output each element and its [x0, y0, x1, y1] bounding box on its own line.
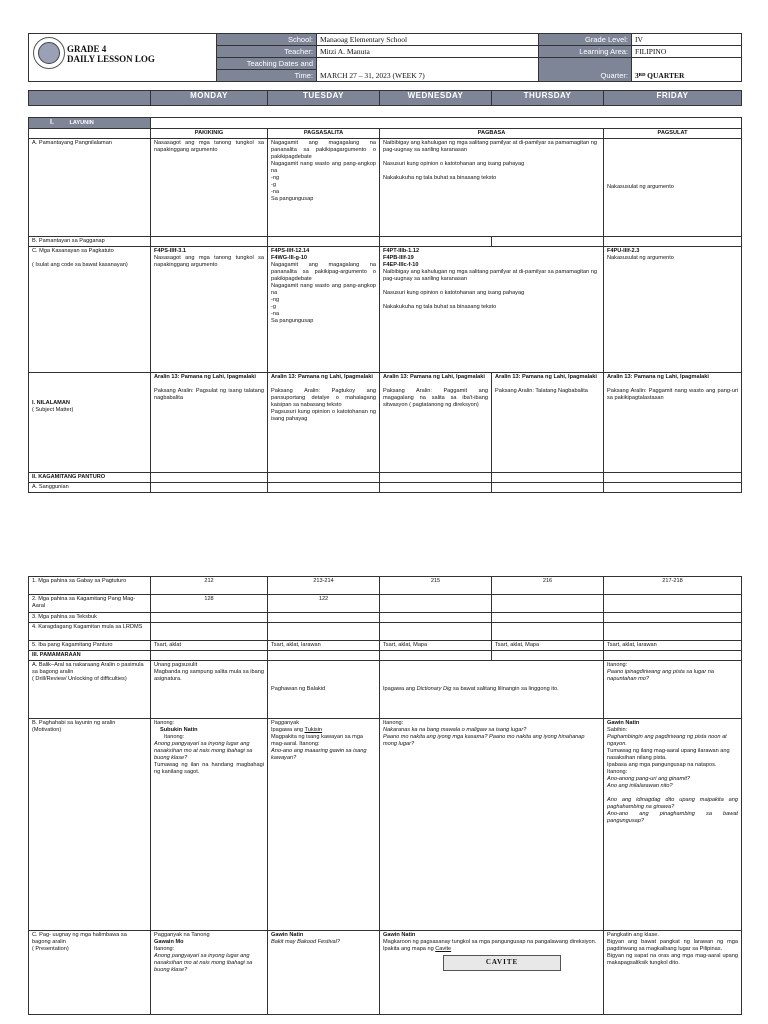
r2-tue: 122	[268, 595, 380, 613]
sub-pagbasa: PAGBASA	[380, 129, 604, 139]
r4-label: 4. Karagdagang Kagamitan mula sa LRDMS	[29, 623, 151, 641]
ra-label: A. Balik–Aral sa nakaraang Aralin o pasimula sa bagong aralin ( Drill/Review/ Unlocking of difficulties)	[29, 661, 151, 719]
row-c-mon: F4PS-IIIf-3.1 Nasasagot ang mga tanong tungkol sa napakinggang argumento	[151, 247, 268, 373]
day-monday: MONDAY	[151, 91, 268, 106]
school-logo-cell	[29, 34, 217, 82]
r3-label: 3. Mga pahina sa Teksbuk	[29, 613, 151, 623]
nil-wed: Aralin 13: Pamana ng Lahi, Ipagmalaki Paksang Aralin: Paggamit ang magagalang na salita sa iba't-ibang sitwasyon ( pagtatanong ng direksyon)	[380, 373, 492, 473]
learning-area-label: Learning Area:	[539, 46, 632, 58]
rb-fri: Gawin Natin Sabihin: Paghambingin ang pagdiriwang ng pista noon at ngayon. Tumawag ng ilang mag-aaral upang ilarawan ang nasaksihan nilang pista. Ipabasa ang mga pangungusap na natapos. Itanong: Ano-anong pang-uri ang ginamit? Ano ang inilalarawan nito? Ano ang idinagdag dito upang maipakita ang paghahambing na ginawa? Ano-ano ang pinaghambing sa bawat pangungusap?	[604, 719, 742, 931]
grade-level-value: IV	[632, 34, 742, 46]
r2-mon: 128	[151, 595, 268, 613]
header-table	[28, 33, 742, 82]
sub-pakikinig: PAKIKINIG	[151, 129, 268, 139]
nilalaman-label: I. NILALAMAN ( Subject Matter)	[29, 373, 151, 473]
row-a-mon: Nasasagot ang mga tanong tungkol sa napakinggang argumento	[151, 139, 268, 237]
r1-label: 1. Mga pahina sa Gabay sa Pagtuturo	[29, 577, 151, 595]
rb-tue: Pagganyak Ipagawa ang Tukisin Magpakita ng isang kawayan sa mga mag-aaral. Itanong: Ano-ano ang maaaring gawin sa isang kawayan?	[268, 719, 380, 931]
row-c-tue: F4PS-IIIf-12.14 F4WG-III-g-10 Nagagamit ang magagalang na pananalita sa pakikipag-argumento o pakikipagdebate Nagagamit nang wasto ang pang-angkop na -ng -g -na Sa pangungusap	[268, 247, 380, 373]
rc-wed: Gawin Natin Magkaroon ng pagsasanay tungkol sa mga pangungusap na pangalawang direksiyon. Ipakita ang mapa ng Cavite CAVITE	[380, 931, 604, 1015]
pamamaraan-label: III. PAMAMARAAN	[29, 651, 151, 661]
sanggunian-label: A. Sanggunian	[29, 483, 151, 493]
day-friday: FRIDAY	[604, 91, 742, 106]
dates-label-1: Teaching Dates and	[217, 58, 317, 70]
layunin-header: I. LAYUNIN	[29, 118, 151, 129]
rc-fri: Pangkatin ang klase. Bigyan ang bawat pangkat ng larawan ng mga pagdiriwang sa magkaibang lugar sa Pilipinas. Bigyan ng sapat na oras ang mga mag-aaral upang makapagsaliksik tungkol dito.	[604, 931, 742, 1015]
sub-pagsasalita: PAGSASALITA	[268, 129, 380, 139]
row-b-label: B. Pamantayan sa Pagganap	[29, 237, 151, 247]
cavite-map-image: CAVITE	[443, 955, 561, 971]
school-label: School:	[217, 34, 317, 46]
rb-wed: Itanong: Nakaranas ka na bang mawala o maligaw sa isang lugar? Paano mo nakita ang iyong mga kasama? Paano mo nakita ang iyong hinahanap mong lugar?	[380, 719, 604, 931]
r5-thu: Tsart, aklat, Mapa	[492, 641, 604, 651]
dates-value: MARCH 27 – 31, 2023 (WEEK 7)	[317, 58, 539, 82]
r1-wed: 215	[380, 577, 492, 595]
row-a-fri: Nakasusulat ng argumento	[604, 139, 742, 237]
grade-heading: GRADE 4	[67, 44, 107, 54]
r5-label: 5. Iba pang Kagamitang Panturo	[29, 641, 151, 651]
row-c-label: C. Mga Kasanayan sa Pagkatuto ( Isulat ang code sa bawat kasanayan)	[29, 247, 151, 373]
row-a-label: A. Pamantayang Pangnilalaman	[29, 139, 151, 237]
rb-mon: Itanong: Subukin Natin Itanong: Anong pangyayari sa inyong lugar ang nasaksihan mo at nais mong ibahagi sa buong klase? Tumawag ng ilan na handang magbahagi ng kanilang sagot.	[151, 719, 268, 931]
sub-pagsulat: PAGSULAT	[604, 129, 742, 139]
row-a-tue: Nagagamit ang magagalang na pananalita sa pakikipagargumento o pakikipagdebate Nagagamit nang wasto ang pang-angkop na -ng -g -na Sa pangungusap	[268, 139, 380, 237]
rc-mon: Pagganyak na Tanong Gawain Mo Itanong: Anong pangyayari sa inyong lugar ang nasaksihan mo at nais mong ibahagi sa buong klase?	[151, 931, 268, 1015]
r2-fri	[604, 595, 742, 613]
r2-wed	[380, 595, 492, 613]
log-title: DAILY LESSON LOG	[67, 54, 155, 64]
rb-label: B. Paghahabi sa layunin ng aralin (Motivation)	[29, 719, 151, 931]
r1-thu: 216	[492, 577, 604, 595]
row-a-wed: Naibibigay ang kahulugan ng mga salitang pamilyar at di-pamilyar sa pamamagitan ng pag-uugnay sa sariling karanasan Nasusuri kung opinion o katotohanan ang isang pahayag Nakakukuha ng tala buhat sa binasang teksto	[380, 139, 604, 237]
r1-tue: 213-214	[268, 577, 380, 595]
ra-wed: Ipagawa ang Dictionary Dig sa bawat salitang lilinangin sa linggong ito.	[380, 661, 604, 719]
r5-wed: Tsart, aklat, Mapa	[380, 641, 492, 651]
ra-tue: Paghawan ng Balakid	[268, 661, 380, 719]
r5-tue: Tsart, aklat, larawan	[268, 641, 380, 651]
r1-mon: 212	[151, 577, 268, 595]
school-value: Manaoag Elementary School	[317, 34, 539, 46]
ra-mon: Unang pagsusulit Magbanda ng sampung salita mula sa ibang asignatura.	[151, 661, 268, 719]
day-thursday: THURSDAY	[492, 91, 604, 106]
nil-fri: Aralin 13: Pamana ng Lahi, Ipagmalaki Paksang Aralin: Paggamit nang wasto ang pang-uri sa pakikipagtalastasan	[604, 373, 742, 473]
objectives-table	[28, 117, 742, 493]
r5-mon: Tsart, aklat	[151, 641, 268, 651]
ra-fri: Itanong: Paano ipinagdiriwang ang pista sa lugar na napuntahan mo?	[604, 661, 742, 719]
days-row	[28, 90, 742, 106]
nil-mon: Aralin 13: Pamana ng Lahi, Ipagmalaki Paksang Aralin: Pagsulat ng isang talatang nagbabalita	[151, 373, 268, 473]
grade-level-label: Grade Level:	[539, 34, 632, 46]
teacher-value: Mitzi A. Manuta	[317, 46, 539, 58]
rc-label: C. Pag- uugnay ng mga halimbawa sa bagong aralin ( Presentation)	[29, 931, 151, 1015]
quarter-value: 3ᴿᴰ QUARTER	[632, 58, 742, 82]
row-c-fri: F4PU-IIIf-2.3 Nakasusulat ng argumento	[604, 247, 742, 373]
dates-label-2: Time:	[217, 70, 317, 82]
r2-label: 2. Mga pahina sa Kagamitang Pang Mag-Aaral	[29, 595, 151, 613]
day-blank	[29, 91, 151, 106]
nil-tue: Aralin 13: Pamana ng Lahi, Ipagmalaki Paksang Aralin: Pagtukoy ang pansuportang detalye o mahalagang kaisipan sa nabasang teksto Pagsusuri kung opinion o katotohanan ng isang pahayag	[268, 373, 380, 473]
r1-fri: 217-218	[604, 577, 742, 595]
row-c-wed: F4PT-IIIb-1.12 F4PB-IIIf-19 F4EP-IIIc-f-10 Naibibigay ang kahulugan ng mga salitang pamilyar at di-pamilyar sa pamamagitan ng pag-uugnay sa sariling karanasan Nasusuri kung opinion o katotohanan ang isang pahayag Nakakukuha ng tala buhat sa binasang teksto	[380, 247, 604, 373]
kagamitan-label: II. KAGAMITANG PANTURO	[29, 473, 151, 483]
r2-thu	[492, 595, 604, 613]
day-wednesday: WEDNESDAY	[380, 91, 492, 106]
day-tuesday: TUESDAY	[268, 91, 380, 106]
teacher-label: Teacher:	[217, 46, 317, 58]
learning-area-value: FILIPINO	[632, 46, 742, 58]
nil-thu: Aralin 13: Pamana ng Lahi, Ipagmalaki Paksang Aralin: Talatang Nagbabalita	[492, 373, 604, 473]
quarter-label: Quarter:	[539, 58, 632, 82]
deped-seal-icon	[33, 37, 65, 69]
r5-fri: Tsart, aklat, larawan	[604, 641, 742, 651]
procedures-table	[28, 576, 742, 1015]
rc-tue: Gawin Natin Bakit may Bakood Festival?	[268, 931, 380, 1015]
